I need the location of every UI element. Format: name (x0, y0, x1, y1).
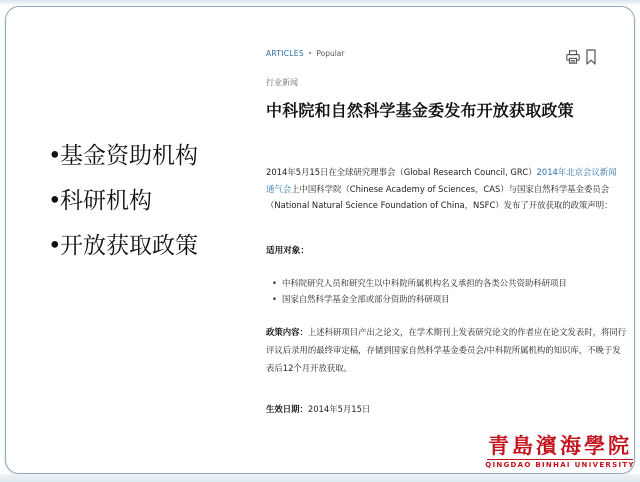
article-category: 行业新闻 (266, 78, 298, 87)
logo-divider (487, 459, 633, 460)
breadcrumb (266, 49, 344, 58)
bullet-item: •基金资助机构 (48, 143, 198, 169)
article-screenshot (250, 36, 627, 422)
bookmark-icon[interactable] (586, 49, 596, 65)
scope-item: • 中科院研究人员和研究生以中科院所属机构名义承担的各类公共资助科研项目 (266, 276, 567, 292)
policy-content-text: 上述科研项目产出之论文，在学术期刊上发表研究论文的作者应在论文发表时，将同行评议后录用的最终审定稿，存储到国家自然科学基金委员会/中科院所属机构的知识库，不晚于发表后12个月开放获取。 (266, 327, 627, 373)
slide-bullet-list (48, 145, 198, 280)
breadcrumb-popular-link[interactable]: Popular (316, 49, 345, 58)
slide-bottom-band (0, 474, 640, 482)
intro-text-after: 上中国科学院（Chinese Academy of Sciences，CAS）与国家自然科学基金委员会（National Natural Science Foundation of China，NSFC）发布了开放获取的政策声明： (266, 183, 613, 210)
effective-date-value: 2014年5月15日 (307, 404, 371, 414)
scope-list (266, 276, 567, 307)
intro-text-before: 2014年5月15日在全球研究理事会（Global Research Council, GRC） (266, 167, 537, 177)
logo-chinese-name: 青島濱海學院 (488, 433, 632, 458)
policy-content-label: 政策内容： (266, 327, 308, 337)
bullet-text: 基金资助机构 (60, 143, 198, 169)
breadcrumb-articles-link[interactable]: ARTICLES (266, 49, 304, 58)
article-intro (266, 164, 622, 214)
news-briefing-link[interactable]: 2014年北京会议新闻通气会 (266, 167, 617, 194)
effective-date-label: 生效日期： (266, 404, 308, 414)
logo-english-name: QINGDAO BINHAI UNIVERSITY (485, 461, 635, 469)
bullet-item: •开放获取政策 (48, 233, 198, 259)
breadcrumb-separator: • (307, 49, 313, 58)
scope-item: • 国家自然科学基金全部或部分资助的科研项目 (266, 292, 567, 308)
university-logo (483, 434, 637, 474)
print-icon[interactable] (566, 50, 580, 64)
article-title: 中科院和自然科学基金委发布开放获取政策 (266, 101, 574, 120)
bullet-item: •科研机构 (48, 188, 152, 214)
scope-heading: 适用对象： (266, 246, 309, 256)
bullet-text: 科研机构 (60, 188, 152, 214)
policy-content (266, 323, 628, 377)
effective-date (266, 403, 370, 415)
bullet-text: 开放获取政策 (60, 233, 198, 259)
